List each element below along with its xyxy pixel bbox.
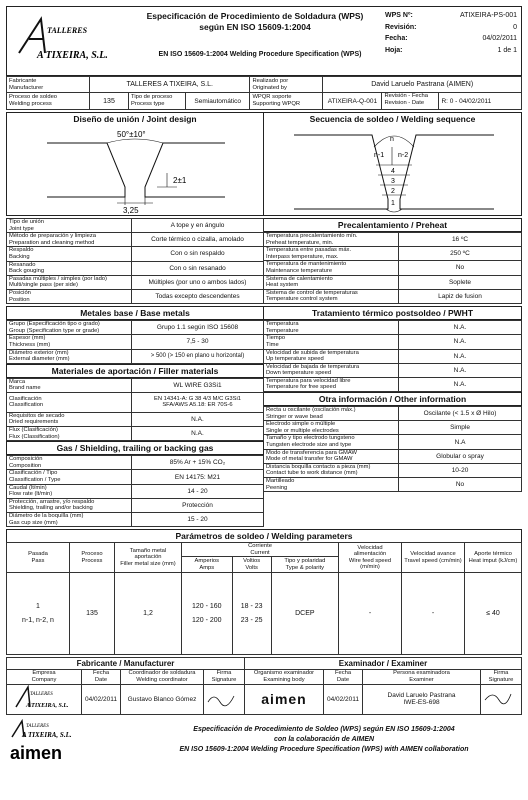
pwht-time-value: N.A. [399,335,522,349]
process-type-value: Semiautomático [186,93,250,110]
bottom-logo-small: TALLERES [26,723,49,729]
joint-type-label: Tipo de unión Joint type [7,219,132,233]
param-pass-header: Pasada Pass [7,543,70,573]
maintenance-temp-value: No [399,261,522,275]
base-group-label: Grupo (Especificación tipo o grado) Group (Specification type or grade) [7,321,132,335]
seq-label-3: 3 [391,178,395,185]
shielding-label: Protección, arrastre, y/o respaldo Shielding, trailing and/or backing [7,498,132,512]
diameter-label: Diámetro exterior (mm) External diameter (mm) [7,349,132,363]
gas-composition-value: 85% Ar + 15% CO₂ [132,456,264,470]
passes-value: Múltiples (por uno o ambos lados) [132,275,264,289]
tungsten-label: Tamaño y tipo electrodo tungsteno Tungsten electrode size and type [264,435,399,449]
flux-label: Flux (Clasificación) Flux (Classification) [7,427,132,441]
section-filler: Materiales de aportación / Filler materials [6,364,264,378]
wps-subtitle: EN ISO 15609-1:2004 Welding Procedure Specification (WPS) [158,51,362,58]
wps-number-value: ATIXEIRA-PS-001 [459,12,517,19]
brand-label: Marca Brand name [7,378,132,392]
company-logo [11,13,111,65]
section-other-info: Otra información / Other information [264,392,522,406]
date-value: 04/02/2011 [482,35,517,42]
date-label: Fecha: [385,35,408,42]
shielding-value: Protección [132,498,264,512]
section-pwht: Tratamiento térmico postsoldeo / PWHT [264,306,522,320]
seq-label-1: 1 [391,200,395,207]
filler-class-label: Clasificación Classification [7,392,132,412]
header [6,6,522,76]
temp-control-label: Sistema de control de temperaturas Temperature control system [264,289,399,303]
param-heat-input-header: Aporte térmico Heat imput (kJ/cm) [465,543,522,573]
param-filler-header: Tamaño metal aportación Filler metal size (mm) [115,543,182,573]
seq-label-n: n [390,136,394,143]
coordinator-label: Coordinador de soldadura Welding coordinator [121,670,204,684]
transfer-mode-value: Globular o spray [399,449,522,463]
down-speed-label: Velocidad de bajada de temperatura Down temperature speed [264,363,399,377]
exam-body-label: Organismo examinador Examining body [245,670,324,684]
free-speed-value: N.A. [399,377,522,391]
param-wire-speed-header: Velocidad alimentación Wire feed speed (m/min) [339,543,402,573]
revision-label: Revisión: [385,23,417,31]
fab-coordinator-value: Gustavo Blanco Gómez [121,684,204,714]
signature-table [6,657,522,714]
filler-table [6,378,264,442]
electrodes-label: Electrodo simple o múltiple Single or multiple electrodes [264,421,399,435]
exam-date-value: 04/02/2011 [324,684,363,714]
param-heat-input-value: ≤ 40 [465,573,522,655]
back-gouging-value: Con o sin resanado [132,261,264,275]
exam-body-logo [245,684,324,714]
fab-date-value: 04/02/2011 [82,684,121,714]
exam-body-value: aimen [261,691,307,708]
gas-class-label: Clasificación / Tipo Classification / Type [7,470,132,484]
footer-note-line2: con la colaboración de AIMEN [273,735,375,743]
pwht-table [264,320,522,392]
prep-method-label: Método de preparación y limpieza Preparation and cleaning method [7,233,132,247]
free-speed-label: Temperatura para velocidad libre Temperature for free speed [264,377,399,391]
joint-design-diagram [6,125,264,216]
heat-system-value: Soplete [399,275,522,289]
preheat-min-label: Temperatura precalentamiento mín. Preheat temperature, min. [264,233,399,247]
bottom-logo-main: A TIXEIRA, S.L. [22,730,72,739]
welding-params-table [6,542,522,655]
stringer-label: Recta u oscilante (oscilación máx.) Stringer or wave bead [264,407,399,421]
param-filler-value: 1,2 [115,573,182,655]
heat-system-label: Sistema de calentamiento Heat system [264,275,399,289]
param-pass-value: 1 n-1, n-2, n [7,573,70,655]
fab-logo-small-text: TALLERES [30,692,53,698]
position-label: Posición Position [7,289,132,303]
section-weld-sequence: Secuencia de soldeo / Welding sequence [264,112,522,125]
info-table [6,76,522,110]
param-travel-speed-value: - [402,573,465,655]
param-current-header: Corriente Current [182,543,339,557]
preheat-min-value: 16 ºC [399,233,522,247]
gas-class-value: EN 14175: M21 [132,470,264,484]
param-polarity-header: Tipo y polaridad Type & polarity [271,557,338,573]
backing-label: Respaldo Backing [7,247,132,261]
contact-distance-label: Distancia boquilla contacto a pieza (mm) Contact tube to work distance (mm) [264,463,399,477]
joint-table [6,218,264,304]
stringer-value: Oscilante (< 1.5 x Ø Hilo) [399,407,522,421]
transfer-mode-label: Modo de transferencia para GMAW Mode of metal transfer for GMAW [264,449,399,463]
joint-root-label: 3,25 [123,206,139,215]
fab-date-label: Fecha Date [82,670,121,684]
base-metals-table [6,320,264,364]
param-amps-value: 120 - 160 120 - 200 [182,573,233,655]
up-speed-value: N.A. [399,349,522,363]
made-by-value: David Laruelo Pastrana (AIMEN) [323,77,522,93]
brand-value: WL WIRE G3Si1 [132,378,264,392]
peening-label: Martilleado Peening [264,478,399,492]
joint-gap-label: 2±1 [173,176,187,185]
logo-small-text: TALLERES [47,26,88,35]
exam-date-label: Fecha Date [324,670,363,684]
param-volts-header: Voltios Volts [232,557,271,573]
manufacturer-label: Fabricante Manufacturer [7,77,90,93]
preheat-table [264,232,522,304]
sheet-value: 1 de 1 [497,46,517,54]
made-by-label: Realizado por Originated by [250,77,323,93]
prep-method-value: Corte térmico o cizalla, amolado [132,233,264,247]
wpqr-label: WPQR soporte Supporting WPQR [250,93,323,110]
fab-signature [204,684,245,714]
pwht-time-label: Tiempo Time [264,335,399,349]
temp-control-value: Lapiz de fusion [399,289,522,303]
up-speed-label: Velocidad de subida de temperatura Up temperature speed [264,349,399,363]
interpass-value: 250 ºC [399,247,522,261]
maintenance-temp-label: Temperatura de mantenimiento Maintenance temperature [264,261,399,275]
process-value: 135 [90,93,129,110]
param-amps-header: Amperios Amps [182,557,233,573]
tungsten-value: N.A [399,435,522,449]
rev-date-value: R: 0 - 04/02/2011 [441,97,492,105]
title-line1: Especificación de Procedimiento de Soldadura (WPS) [146,11,364,21]
examiner-person-label: Persona examinadora Examiner [363,670,481,684]
section-welding-params: Parámetros de soldeo / Welding parameters [6,529,522,542]
back-gouging-label: Resanado Back gouging [7,261,132,275]
wps-page [6,6,522,765]
flow-rate-value: 14 - 20 [132,484,264,498]
joint-type-value: A tope y en ángulo [132,219,264,233]
gas-composition-label: Composición Composition [7,456,132,470]
section-preheat: Precalentamiento / Preheat [264,218,522,232]
weld-sequence-diagram [264,125,522,216]
seq-label-n1: n-1 [374,152,385,159]
title-line2: según EN ISO 15609-1:2004 [199,22,311,32]
company-label: Empresa Company [7,670,82,684]
footer-note-line3: EN ISO 15609-1:2004 Welding Procedure Specification (WPS) with AIMEN collaboration [179,745,469,753]
flow-rate-label: Caudal (lt/min) Flow rate (lt/min) [7,484,132,498]
drying-value: N.A. [132,412,264,426]
manufacturer-footer-title: Fabricante / Manufacturer [7,658,245,670]
down-speed-value: N.A. [399,363,522,377]
pwht-temp-label: Temperatura Temperature [264,321,399,335]
gas-cup-value: 15 - 20 [132,513,264,527]
fab-company-logo [7,684,82,714]
revision-value: 0 [513,23,517,31]
pwht-temp-value: N.A. [399,321,522,335]
examiner-footer-title: Examinador / Examiner [245,658,522,670]
filler-class-value: EN 14341-A: G 38 4/3 M/C G3Si1 SFA/AWS A5.18: ER 70S-6 [132,392,264,412]
wpqr-value: ATIXEIRA-Q-001 [323,93,382,110]
peening-value: No [399,478,522,492]
process-type-label: Tipo de proceso Process type [129,93,186,110]
gas-table [6,455,264,527]
gas-cup-label: Diámetro de la boquilla (mm) Gas cup size (mm) [7,513,132,527]
param-travel-speed-header: Velocidad avance Travel speed (cm/min) [402,543,465,573]
section-joint-design: Diseño de unión / Joint design [6,112,264,125]
footer-note-line1: Especificación de Procedimiento de Soldeo (WPS) según EN ISO 15609-1:2004 [193,725,455,733]
sheet-label: Hoja: [385,46,403,54]
exam-signature [481,684,522,714]
param-process-value: 135 [70,573,115,655]
fab-signature-label: Firma Signature [204,670,245,684]
param-polarity-value: DCEP [271,573,338,655]
param-process-header: Proceso Process [70,543,115,573]
header-meta [385,10,517,56]
manufacturer-value: TALLERES A TIXEIRA, S.L. [90,77,250,93]
base-group-value: Grupo 1.1 según ISO 15608 [132,321,264,335]
drying-label: Requisitos de secado Dried requirements [7,412,132,426]
exam-person-value: David Laruelo Pastrana IWE-ES-698 [363,684,481,714]
exam-signature-label: Firma Signature [481,670,522,684]
fab-logo-main-text: A TIXEIRA, S.L. [26,703,69,710]
thickness-label: Espesor (mm) Thickness (mm) [7,335,132,349]
seq-label-n2: n-2 [398,152,409,159]
backing-value: Con o sin respaldo [132,247,264,261]
contact-distance-value: 10-20 [399,463,522,477]
bottom-note [6,719,522,765]
section-base-metals: Metales base / Base metals [6,306,264,320]
other-info-table [264,406,522,492]
wps-title [115,11,395,33]
wps-number-label: WPS Nº: [385,12,413,19]
aimen-logo: aimen [10,742,63,763]
diameter-value: > 500 (> 150 en plano u horizontal) [132,349,264,363]
joint-angle-label: 50°±10° [117,130,146,139]
flux-value: N.A. [132,427,264,441]
bottom-logos [6,719,124,768]
interpass-label: Temperatura entre pasadas máx. Interpass temperature, max. [264,247,399,261]
param-wire-speed-value: - [339,573,402,655]
position-value: Todas excepto descendentes [132,289,264,303]
process-label: Proceso de soldeo Welding process [7,93,90,110]
seq-label-2: 2 [391,188,395,195]
electrodes-value: Simple [399,421,522,435]
param-volts-value: 18 - 23 23 - 25 [232,573,271,655]
thickness-value: 7,5 - 30 [132,335,264,349]
passes-label: Pasadas múltiples / simples (por lado) Multi/single pass (per side) [7,275,132,289]
seq-label-4: 4 [391,168,395,175]
logo-main-text: A TIXEIRA, S.L. [37,50,108,61]
section-gas: Gas / Shielding, trailing or backing gas [6,441,264,455]
rev-date-label: Revisión - Fecha Revision - Date [382,93,439,109]
